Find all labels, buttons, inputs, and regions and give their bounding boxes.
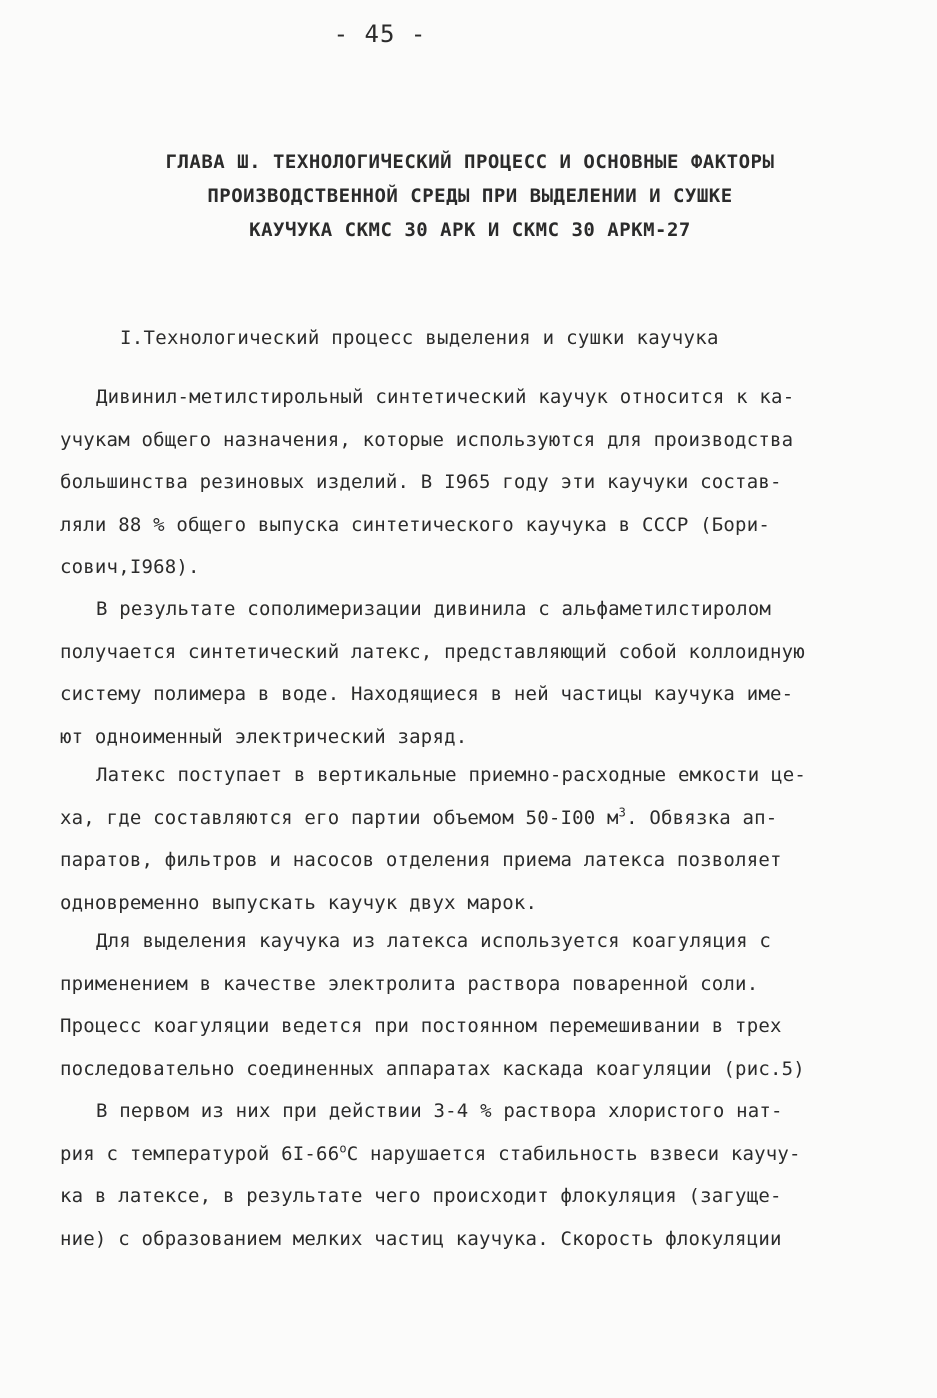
text-segment: ха, где составляются его партии объемом 50-I00 м: [60, 806, 619, 829]
text-line: систему полимера в воде. Находящиеся в ней частицы каучука име-: [60, 683, 794, 705]
text-segment: . Обвязка ап-: [626, 806, 778, 829]
text-line: Латекс поступает в вертикальные приемно-расходные емкости це-: [96, 764, 806, 786]
paragraph: [60, 588, 890, 758]
text-line: учукам общего назначения, которые используются для производства: [60, 428, 794, 451]
text-line: Процесс коагуляции ведется при постоянном перемешивании в трех: [60, 1015, 782, 1037]
text-segment: С нарушается стабильность взвеси каучу-: [346, 1142, 801, 1165]
chapter-title-line: ПРОИЗВОДСТВЕННОЙ СРЕДЫ ПРИ ВЫДЕЛЕНИИ И СУШКЕ: [207, 185, 733, 207]
superscript: 3: [618, 805, 627, 820]
text-line: применением в качестве электролита раствора поваренной соли.: [60, 972, 759, 995]
text-line: ют одноименный электрический заряд.: [60, 725, 468, 748]
text-line: ние) с образованием мелких частиц каучука. Скорость флокуляции: [60, 1227, 782, 1250]
chapter-title: [80, 145, 860, 247]
page-number: - 45 -: [333, 20, 427, 48]
text-line: ка в латексе, в результате чего происходит флокуляция (загуще-: [60, 1185, 782, 1207]
text-line: паратов, фильтров и насосов отделения приема латекса позволяет: [60, 849, 782, 871]
text-line: [60, 797, 890, 840]
text-line: одновременно выпускать каучук двух марок.: [60, 891, 538, 914]
superscript: о: [339, 1141, 347, 1156]
text-line: последовательно соединенных аппаратах каскада коагуляции (рис.5): [60, 1057, 805, 1080]
text-line: В первом из них при действии 3-4 % раствора хлористого нат-: [96, 1100, 783, 1122]
text-line: ляли 88 % общего выпуска синтетического каучука в СССР (Бори-: [60, 513, 770, 536]
paragraph: [60, 920, 890, 1090]
text-line: [60, 1133, 890, 1176]
section-title: I.Технологический процесс выделения и сушки каучука: [120, 327, 719, 349]
text-line: получается синтетический латекс, представляющий собой коллоидную: [60, 640, 805, 663]
text-line: большинства резиновых изделий. В I965 году эти каучуки состав-: [60, 471, 782, 493]
paragraph: [60, 376, 890, 589]
text-line: В результате сополимеризации дивинила с альфаметилстиролом: [96, 598, 772, 620]
paragraph: [60, 1090, 890, 1260]
text-line: Дивинил-метилстирольный синтетический каучук относится к ка-: [96, 386, 795, 408]
chapter-title-line: ГЛАВА Ш. ТЕХНОЛОГИЧЕСКИЙ ПРОЦЕСС И ОСНОВНЫЕ ФАКТОРЫ: [165, 151, 775, 173]
text-segment: рия с температурой 6I-66: [60, 1142, 340, 1165]
chapter-title-line: КАУЧУКА СКМС 30 АРК И СКМС 30 АРКМ-27: [249, 219, 691, 241]
text-line: сович,I968).: [60, 556, 200, 578]
paragraph: [60, 754, 890, 924]
text-line: Для выделения каучука из латекса используется коагуляция с: [96, 930, 772, 952]
